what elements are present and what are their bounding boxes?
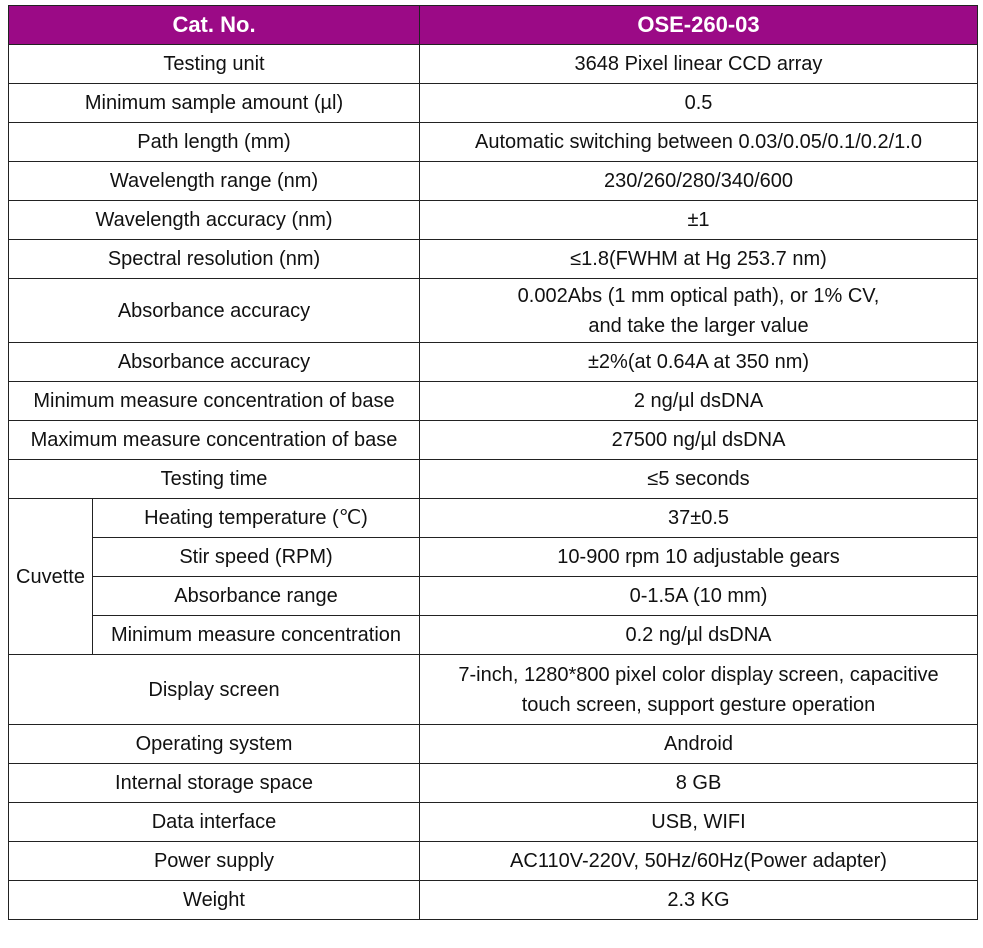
- row-label: Data interface: [9, 803, 420, 842]
- row-value: [420, 279, 978, 343]
- row-value-line: and take the larger value: [588, 314, 809, 337]
- row-value: 2.3 KG: [420, 881, 978, 920]
- row-value: 0-1.5A (10 mm): [420, 577, 978, 616]
- table-row: [9, 84, 978, 123]
- row-label: Spectral resolution (nm): [9, 240, 420, 279]
- table-row: [9, 382, 978, 421]
- row-label: Wavelength range (nm): [9, 162, 420, 201]
- row-label: Display screen: [9, 655, 420, 725]
- row-label: Power supply: [9, 842, 420, 881]
- row-label: Minimum sample amount (µl): [9, 84, 420, 123]
- row-value: USB, WIFI: [420, 803, 978, 842]
- header-value: OSE-260-03: [420, 6, 978, 45]
- row-value-line: 0.002Abs (1 mm optical path), or 1% CV,: [517, 284, 880, 307]
- row-label: Absorbance range: [93, 577, 420, 616]
- row-value-line: 7-inch, 1280*800 pixel color display screen, capacitive: [458, 663, 939, 686]
- row-value: 230/260/280/340/600: [420, 162, 978, 201]
- table-row: [9, 842, 978, 881]
- row-label: Internal storage space: [9, 764, 420, 803]
- row-value: 8 GB: [420, 764, 978, 803]
- row-value: 10-900 rpm 10 adjustable gears: [420, 538, 978, 577]
- row-label: Minimum measure concentration: [93, 616, 420, 655]
- row-label: Maximum measure concentration of base: [9, 421, 420, 460]
- row-value: ≤5 seconds: [420, 460, 978, 499]
- row-label: Stir speed (RPM): [93, 538, 420, 577]
- row-label: Absorbance accuracy: [9, 279, 420, 343]
- row-value: ≤1.8(FWHM at Hg 253.7 nm): [420, 240, 978, 279]
- table-row: [9, 764, 978, 803]
- row-label: Minimum measure concentration of base: [9, 382, 420, 421]
- row-value: 3648 Pixel linear CCD array: [420, 45, 978, 84]
- row-value-line: touch screen, support gesture operation: [521, 693, 876, 716]
- row-value: AC110V-220V, 50Hz/60Hz(Power adapter): [420, 842, 978, 881]
- table-row: [9, 279, 978, 343]
- row-value: 0.2 ng/µl dsDNA: [420, 616, 978, 655]
- table-row: [9, 577, 978, 616]
- table-row: [9, 460, 978, 499]
- table-row: [9, 725, 978, 764]
- header-row: [9, 6, 978, 45]
- row-value: 2 ng/µl dsDNA: [420, 382, 978, 421]
- row-label: Path length (mm): [9, 123, 420, 162]
- row-label: Weight: [9, 881, 420, 920]
- row-label: Testing unit: [9, 45, 420, 84]
- row-value: 27500 ng/µl dsDNA: [420, 421, 978, 460]
- table-row: [9, 499, 978, 538]
- row-label: Wavelength accuracy (nm): [9, 201, 420, 240]
- table-row: [9, 421, 978, 460]
- row-label: Operating system: [9, 725, 420, 764]
- table-row: [9, 45, 978, 84]
- table-row: [9, 343, 978, 382]
- table-row: [9, 201, 978, 240]
- table-row: [9, 881, 978, 920]
- table-row: [9, 655, 978, 725]
- row-label: Absorbance accuracy: [9, 343, 420, 382]
- row-label: Heating temperature (℃): [93, 499, 420, 538]
- table-row: [9, 803, 978, 842]
- spec-table: [8, 5, 978, 920]
- row-value: ±1: [420, 201, 978, 240]
- table-row: [9, 616, 978, 655]
- row-value: [420, 655, 978, 725]
- table-row: [9, 240, 978, 279]
- row-value: Android: [420, 725, 978, 764]
- row-value: ±2%(at 0.64A at 350 nm): [420, 343, 978, 382]
- table-row: [9, 123, 978, 162]
- row-value: 37±0.5: [420, 499, 978, 538]
- row-value: Automatic switching between 0.03/0.05/0.1/0.2/1.0: [420, 123, 978, 162]
- row-label: Testing time: [9, 460, 420, 499]
- row-value: 0.5: [420, 84, 978, 123]
- header-label: Cat. No.: [9, 6, 420, 45]
- table-row: [9, 538, 978, 577]
- table-row: [9, 162, 978, 201]
- cuvette-group-label: Cuvette: [9, 499, 93, 655]
